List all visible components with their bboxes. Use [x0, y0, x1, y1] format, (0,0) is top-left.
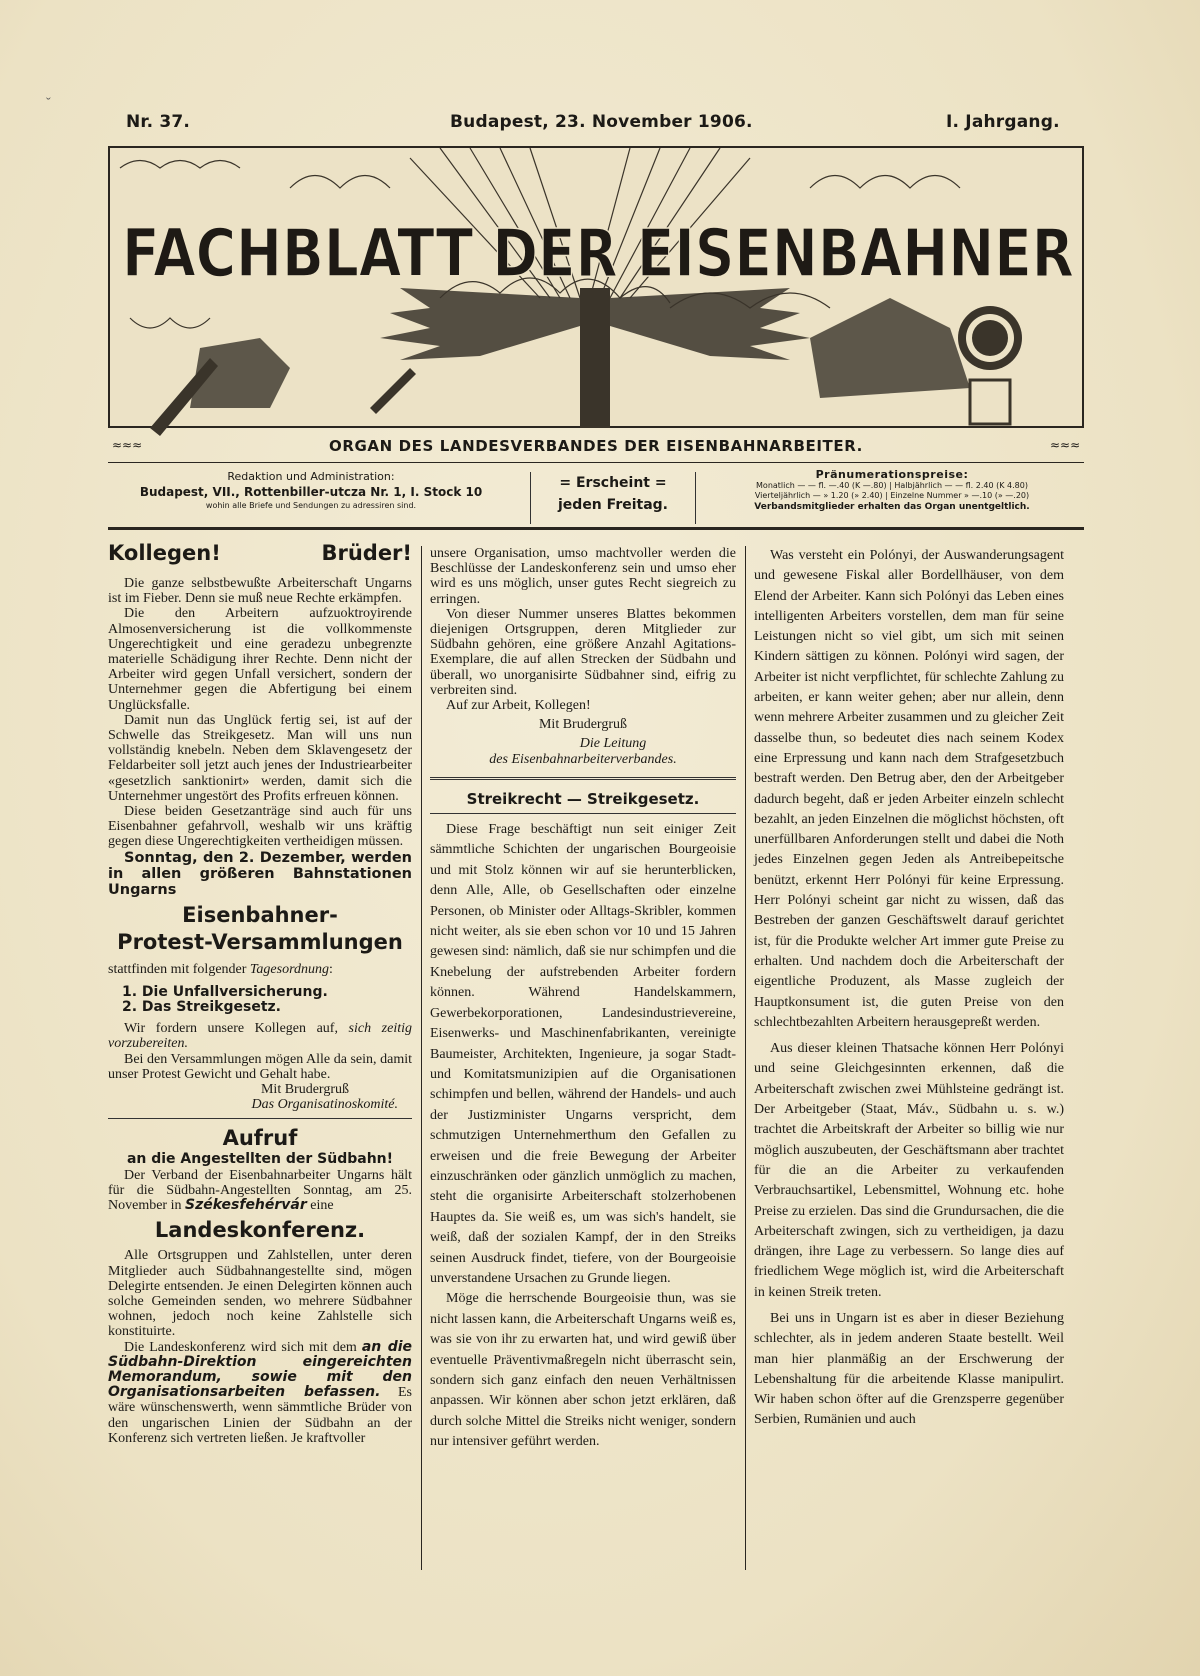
column-rule	[745, 546, 746, 1570]
masthead-title: FACHBLATT DER EISENBAHNER	[122, 215, 1074, 292]
greeting: Mit Brudergruß	[538, 717, 627, 733]
organ-line: ORGAN DES LANDESVERBANDES DER EISENBAHNARBEITER.	[329, 437, 863, 455]
column-rule	[421, 546, 422, 1570]
paragraph: Aus dieser kleinen Thatsache können Herr Polónyi und seine Gleichgesinnten erkennen, daß die Arbeiterschaft zwischen zwei Mühlsteine gedrängt ist. Der Arbeitgeber (Staat, Máv., Südbahn u. s. w.) trachtet die Arbeitskraft der Arbeiter so billig wie nur möglich auszubeuten, der Geschäftsmann aber trachtet für die an die Arbeiter zu verkaufenden Verbrauchsartikel, Lebensmittel, Wohnung etc. hohe Preise zu erzielen. Das sind die Grundursachen, die die Arbeiterschaft zwingen, sich zu vertheidigen, ja dazu drängen, ihre Lage zu verbessern. So lange dies auf friedlichem Wege möglich ist, wird die Arbeiterschaft in keinen Streik treten.	[754, 1041, 1064, 1300]
paragraph: Auf zur Arbeit, Kollegen!	[446, 698, 591, 714]
erscheint-day: jeden Freitag.	[558, 497, 668, 513]
text: eine	[306, 1198, 334, 1214]
text: Székesfehérvár	[184, 1197, 307, 1214]
subheading: an die Angestellten der Südbahn!	[126, 1151, 394, 1168]
divider	[430, 813, 736, 814]
headline-right: Brüder!	[321, 541, 412, 565]
divider	[430, 777, 736, 782]
masthead-art	[110, 148, 1086, 430]
signature: des Eisenbahnarbeiterverbandes.	[489, 751, 677, 767]
text: an die Südbahn-Direktion eingereichten Memorandum, sowie mit den Organisationsarbeiten befassen.	[108, 1338, 413, 1401]
masthead-illustration	[108, 146, 1084, 428]
paragraph: Möge die herrschende Bourgeoisie thun, was sie nicht lassen kann, die Arbeiterschaft Ungarns weiß es, was sie von ihr zu erwarten hat, und wird gewiß über eventuelle Präventivmaßregeln nicht überrascht sein, sondern sich ganz einfach den neuen Verhältnissen anpassen. Wir können aber schon jetzt erklären, daß durch solche Mittel die Streiks nicht weniger, sondern nur intensiver geführt werden.	[430, 1291, 736, 1450]
paragraph: Die ganze selbstbewußte Arbeiterschaft Ungarns ist im Fieber. Denn sie muß neue Rechte erkämpfen.	[108, 576, 412, 607]
text: sich zeitig vorzubereiten.	[108, 1021, 412, 1052]
paragraph: Die den Arbeitern aufzuoktroyirende Almosenversicherung ist die vollkommenste Ungerechtigkeit und eine geradezu unbegrenzte materielle Schädigung ihrer Rechte. Denn nicht der Arbeiter wird gegen Unfall versichert, sondern der Unternehmer gegen die Abfertigung bei einem Unglücksfalle.	[108, 606, 412, 713]
big-heading: Protest-Versammlungen	[117, 929, 403, 954]
big-heading: Aufruf	[222, 1126, 298, 1151]
paragraph: Diese beiden Gesetzanträge sind auch für uns Eisenbahner gefahrvoll, weshalb wir uns kräftig gegen diese Ungerechtigkeiten vertheidigen müssen.	[108, 804, 412, 850]
column-2	[430, 546, 736, 1453]
subscription-prices	[700, 468, 1084, 512]
announcement: Sonntag, den 2. Dezember, werden in allen größeren Bahnstationen Ungarns	[108, 849, 412, 898]
paragraph	[108, 962, 412, 977]
paragraph: Bei uns in Ungarn ist es aber in dieser Beziehung schlechter, als in jedem anderen Staate bestellt. Weil man hier planmäßig an der Erschwerung der Lebenshaltung für die arbeitende Klasse manipulirt. Wir haben schon öfter auf die Grenzsperre gegenüber Serbien, Rumänien und auch	[754, 1310, 1064, 1428]
paragraph: Was versteht ein Polónyi, der Auswanderungsagent und gewesene Fiskal aller Bordellhäuser, von dem Elend der Arbeiter. Kann sich Polónyi das Leben eines intelligenten Arbeiters vorstellen, dem man für seine Leistungen nicht so viel gibt, um sich mit seinen Kindern sättigen zu können. Polónyi wird sagen, der Arbeiter ist nicht verpflichtet, für schlechte Zahlung zu arbeiten, er kann weiter gehen; aber nur allein, denn wenn mehrere Arbeiter zusammen und zu gleicher Zeit dasselbe thun, so bedeutet dies nach seinem Kodex eine Erpressung und kann nach dem Strafgesetzbuch bestraft werden. Den Betrug aber, den der Arbeitgeber dadurch begeht, daß er jeden Arbeiter einzeln schlecht bezahlt, an jeden Einzelnen die möglichst höchsten, oft unerfüllbaren Anforderungen stellt und dabei die Noth jedes Einzelnen gegen Jeden als Antreibepeitsche benützt, erkennt Herr Polónyi für keine Erpressung. Herr Polónyi scheint gar nicht zu wissen, daß das Bestreben der ganzen Geschäftswelt darauf gerichtet ist, für die Produkte welcher Art immer gute Preise zu erhalten. Und nachdem doch die Arbeiterschaft der eigentliche Produzent, als Masse zugleich der Hauptkonsument ist, die guten Preise von den schlechtbezahlten Arbeitern herausgepreßt werden.	[754, 548, 1064, 1030]
publication-schedule	[530, 472, 696, 524]
margin-mark: ˇ	[46, 96, 51, 111]
text: Es wäre wünschenswerth, wenn sämmtliche Brüder von den ungarischen Linien der Südbahn an der Konferenz sich vertreten ließen. Je kraftvoller	[108, 1385, 412, 1446]
paragraph: Diese Frage beschäftigt nun seit einiger Zeit sämmtliche Schichten der ungarischen Bourgeoisie und mit Stolz können wir auf sie herunterblicken, denn Alle, Alle, ob Gesellschaften oder einzelne Personen, ob Minister oder Alltags-Skribler, kommen nicht weiter, als sie eben schon vor 10 und 15 Jahren gewesen sind: nämlich, daß sie nur schimpfen und die Knebelung der aufstrebenden Arbeiter fordern können. Während Handelskammern, Gewerbekorporationen, Landesindustrievereine, Eisenwerks- und Maschinenfabrikanten, vereinigte Baumeister, Architekten, Ingenieure, ja sogar Stadt- und Komitatsmunizipien auf die Organisationen schimpfen und bellen, während der Handels- und auch der Justizminister Ungarns verspricht, dem schmutzigen Unternehmerthum den Gefallen zu erweisen und die freie Bewegung der Arbeiter einzuschränken oder gänzlich unmöglich zu machen, steht die organisirte Arbeiterschaft stolzerhobenen Hauptes da. Sie weiß es, um was sich's handelt, sie weiß, daß der sozialen Kampf, der in den Streiks seinen Ausdruck findet, tiefere, von der Bourgeoisie unverstandene Ursachen zu Grunde liegen.	[430, 822, 736, 1286]
paragraph	[108, 1168, 412, 1214]
paragraph	[108, 1340, 412, 1446]
paragraph: Damit nun das Unglück fertig sei, ist auf der Schwelle das Streikgesetz. Man will uns nun vollständig knebeln. Neben dem Sklavengesetz der Feldarbeiter soll jetzt auch jenes der Industriearbeiter «gesetzlich sanktionirt» werden, damit sich die Unternehmer ungestört des Profits erfreuen können.	[108, 712, 412, 804]
issue-date: Budapest, 23. November 1906.	[450, 112, 753, 132]
signature: Die Leitung	[579, 736, 647, 752]
prices-footer: Verbandsmitglieder erhalten das Organ unentgeltlich.	[754, 502, 1030, 512]
paragraph	[108, 1021, 412, 1051]
big-heading: Eisenbahner-	[182, 902, 338, 927]
text: Wir fordern unsere Kollegen auf,	[124, 1021, 349, 1037]
agenda-item: 2. Das Streikgesetz.	[122, 999, 281, 1016]
paragraph: Von dieser Nummer unseres Blattes bekommen diejenigen Ortsgruppen, deren Mitglieder zur Südbahn gehören, eine größere Anzahl Agitations-Exemplare, die auf allen Strecken der Südbahn und überall, wo unorganisirte Südbahner sind, eifrig zu verbreiten sind.	[430, 606, 736, 698]
prices-row: Monatlich — — fl. —.40 (K —.80) | Halbjährlich — — fl. 2.40 (K 4.80)	[756, 481, 1028, 490]
erscheint-label: = Erscheint =	[559, 475, 667, 491]
editorial-address	[108, 470, 514, 510]
paragraph: Bei den Versammlungen mögen Alle da sein, damit unser Protest Gewicht und Gehalt habe.	[108, 1051, 412, 1082]
issue-number: Nr. 37.	[126, 112, 191, 132]
address: Budapest, VII., Rottenbiller-utcza Nr. 1, I. Stock 10	[139, 485, 483, 499]
issue-year: I. Jahrgang.	[946, 112, 1060, 132]
text: :	[329, 961, 333, 977]
text: stattfinden mit folgender	[108, 961, 250, 977]
article-body	[430, 820, 736, 1453]
redaktion-label: Redaktion und Administration:	[227, 470, 395, 483]
greeting: Mit Brudergruß	[260, 1082, 349, 1098]
paragraph: unsere Organisation, umso machtvoller werden die Beschlüsse der Landeskonferenz sein und umso eher wird es uns möglich, unser gutes Recht siegreich zu erringen.	[430, 546, 736, 607]
headline-left: Kollegen!	[108, 541, 221, 565]
text: Die Landeskonferenz wird sich mit dem	[124, 1339, 362, 1355]
column-3	[754, 546, 1064, 1431]
ornament-right: ≈≈≈	[1050, 438, 1081, 452]
text: Tagesordnung	[249, 961, 330, 977]
ornament-left: ≈≈≈	[112, 438, 143, 452]
big-heading: Landeskonferenz.	[154, 1218, 366, 1243]
address-note: wohin alle Briefe und Sendungen zu adressiren sind.	[205, 501, 417, 510]
divider	[108, 527, 1084, 530]
text: Der Verband der Eisenbahnarbeiter Ungarns hält für die Südbahn-Angestellten Sonntag, am 25. November in	[108, 1167, 412, 1214]
divider	[108, 1118, 412, 1119]
headline	[108, 541, 412, 572]
section-heading: Streikrecht — Streikgesetz.	[466, 789, 700, 808]
agenda-item: 1. Die Unfallversicherung.	[122, 983, 328, 1000]
prices-title: Pränumerationspreise:	[815, 468, 969, 481]
column-1	[108, 541, 413, 1446]
prices-row: Vierteljährlich — » 1.20 (» 2.40) | Einzelne Nummer » —.10 (» —.20)	[754, 491, 1030, 500]
divider	[108, 462, 1084, 463]
paragraph: Alle Ortsgruppen und Zahlstellen, unter deren Mitglieder auch Südbahnangestellte sind, mögen Delegirte entsenden. Je einen Delegirten können auch solche Gemeinden senden, wo mehrere Südbahner wohnen, jedoch noch keine Zahlstelle sich konstituirte.	[108, 1248, 412, 1340]
info-bar	[108, 466, 1084, 526]
signature: Das Organisatinoskomité.	[251, 1097, 398, 1113]
